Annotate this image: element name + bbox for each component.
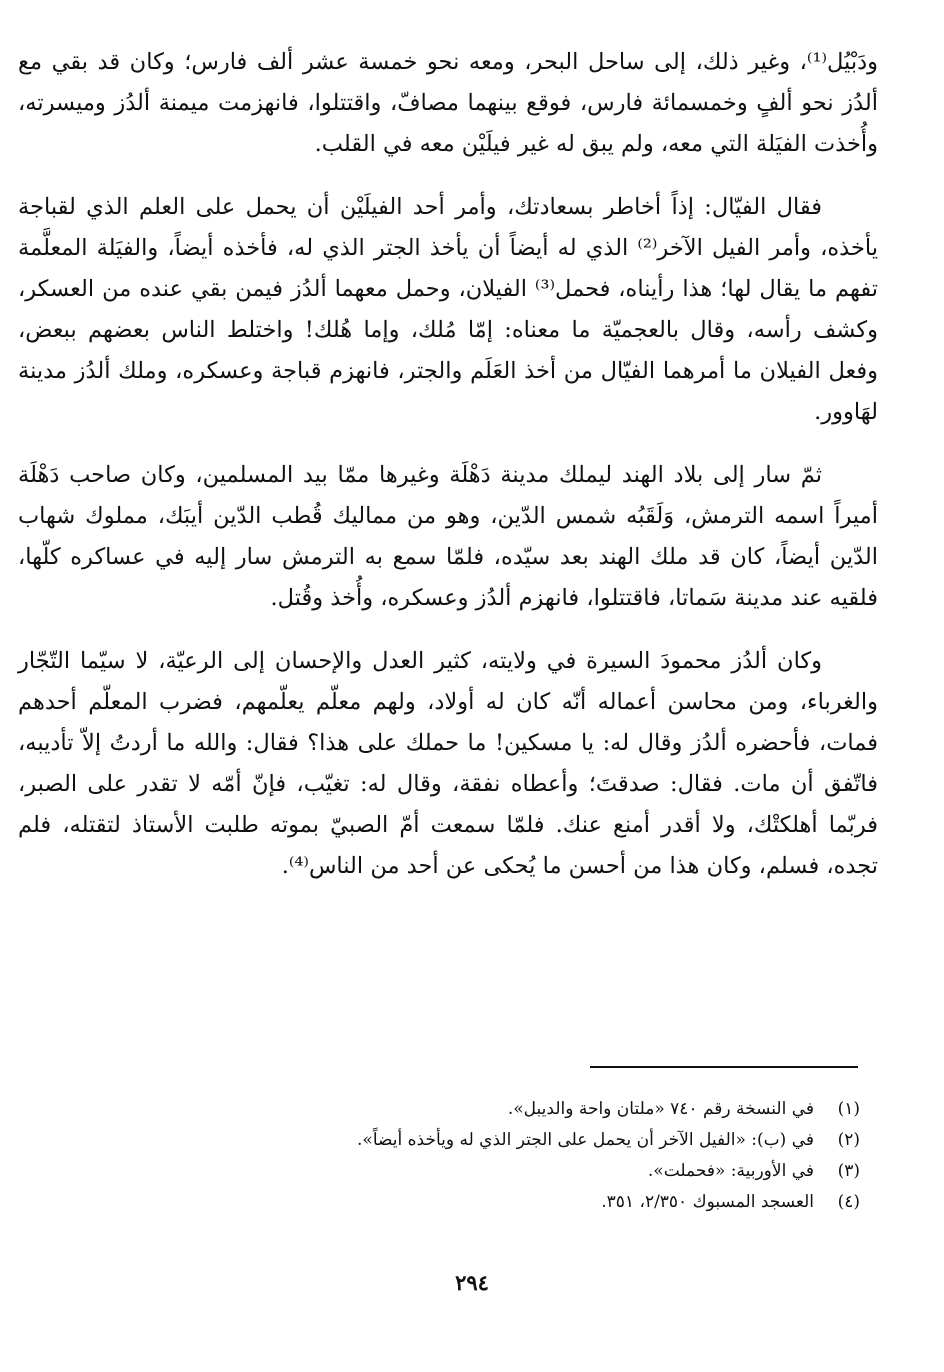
footnote-number: (٣): [837, 1161, 860, 1181]
footnote-text: في النسخة رقم ٧٤٠ «ملتان واحة والديبل».: [507, 1099, 814, 1119]
footnote-2: [300, 1125, 860, 1156]
footnote-number: (١): [837, 1099, 860, 1119]
footnote-number: (٤): [837, 1192, 860, 1212]
footnote-4: [300, 1187, 860, 1218]
paragraph-4: وكان ألدُز محمودَ السيرة في ولايته، كثير العدل والإحسان إلى الرعيّة، لا سيّما التّجّار والغرباء، ومن محاسن أعماله أنّه كان له أولاد، ولهم معلّم يعلّمهم، فضرب المعلّم أحدهم فمات، فأحضره ألدُز وقال له: يا مسكين! ما حملك على هذا؟ فقال: والله ما أردتُ إلاّ تأديبه، فاتّفق أن مات. فقال: صدقتَ؛ وأعطاه نفقة، وقال له: تغيّب، فإنّ أمّه لا تقدر على الصبر، فربّما أهلكتْك، ولا أقدر أمنع عنك. فلمّا سمعت أمّ الصبيّ بموته طلبت الأستاذ لتقتله، فلم تجده، فسلم، وكان هذا من أحسن ما يُحكى عن أحد من الناس⁽⁴⁾.: [18, 648, 878, 879]
footnote-3: [300, 1156, 860, 1187]
page-number: ٢٩٤: [455, 1270, 489, 1295]
footnote-separator: [590, 1066, 858, 1068]
paragraph-2: فقال الفيّال: إذاً أخاطر بسعادتك، وأمر أحد الفيلَيْن أن يحمل على العلم الذي لقباجة يأخذه، وأمر الفيل الآخر⁽²⁾ الذي له أيضاً أن يأخذ الجتر الذي له، فأخذه أيضاً، والفيَلة المعلَّمة تفهم ما يقال لها؛ هذا رأيناه، فحمل⁽³⁾ الفيلان، وحمل معهما ألدُز فيمن بقي عنده من العسكر، وكشف رأسه، وقال بالعجميّة ما معناه: إمّا مُلك، وإما هُلك! واختلط الناس بعضهم ببعض، وفعل الفيلان ما أمرهما الفيّال من أخذ العَلَم والجتر، فانهزم قباجة وعسكره، وملك ألدُز مدينة لهَاوور.: [18, 194, 878, 425]
footnote-text: العسجد المسبوك ٢/٣٥٠، ٣٥١.: [601, 1192, 814, 1212]
paragraph-1: ودَبْيُل⁽¹⁾، وغير ذلك، إلى ساحل البحر، ومعه نحو خمسة عشر ألف فارس؛ وكان قد بقي مع ألدُز نحو ألفٍ وخمسمائة فارس، فوقع بينهما مصافّ، واقتتلوا، فانهزمت ميمنة ألدُز وميسرته، وأُخذت الفيَلة التي معه، ولم يبق له غير فيلَيْن معه في القلب.: [18, 49, 878, 157]
footnote-text: في (ب): «الفيل الآخر أن يحمل على الجتر الذي له ويأخذه أيضاً».: [357, 1130, 814, 1150]
main-text: [18, 42, 878, 909]
footnote-1: [300, 1094, 860, 1125]
footnotes: [300, 1094, 860, 1218]
footnote-text: في الأوربية: «فحملت».: [647, 1161, 814, 1181]
footnote-number: (٢): [837, 1130, 860, 1150]
paragraph-3: ثمّ سار إلى بلاد الهند ليملك مدينة دَهْلَة وغيرها ممّا بيد المسلمين، وكان صاحب دَهْلَة أميراً اسمه الترمش، وَلَقَبُه شمس الدّين، وهو من مماليك قُطب الدّين أيبَك، مملوك شهاب الدّين أيضاً، كان قد ملك الهند بعد سيّده، فلمّا سمع به الترمش سار إليه في عساكره كلّها، فلقيه عند مدينة سَماتا، فاقتتلوا، فانهزم ألدُز وعسكره، وأُخذ وقُتل.: [18, 462, 878, 611]
